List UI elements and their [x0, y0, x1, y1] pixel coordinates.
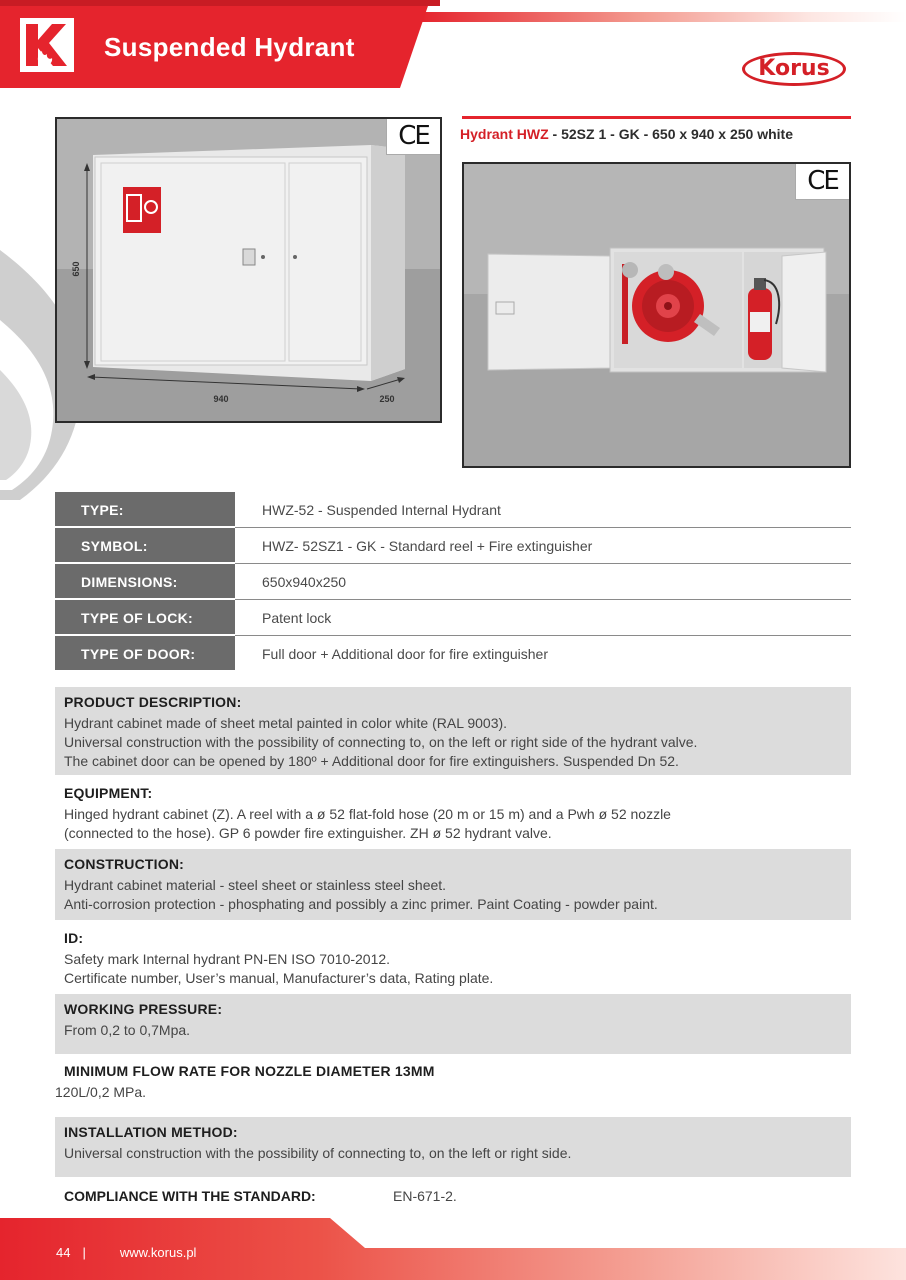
spec-value: HWZ- 52SZ1 - GK - Standard reel + Fire extinguisher: [235, 528, 851, 564]
section-installation-method: [55, 1117, 851, 1177]
header-top-edge: [0, 0, 440, 6]
spec-key: TYPE OF DOOR:: [55, 636, 235, 670]
spec-key: SYMBOL:: [55, 528, 235, 562]
section-heading: ID:: [64, 930, 84, 946]
footer-text: [56, 1245, 196, 1260]
page-title: Suspended Hydrant: [104, 32, 355, 62]
spec-value: Full door + Additional door for fire extinguisher: [262, 646, 548, 662]
section-minimum-flow-rate: [55, 1056, 851, 1114]
spec-key: TYPE:: [55, 492, 235, 526]
section-line: 120L/0,2 MPa.: [55, 1084, 147, 1100]
k-logo-icon: [20, 18, 74, 72]
open-cabinet-photo: [462, 162, 851, 468]
depth-dimension-label: 250: [379, 394, 395, 404]
section-line: Hinged hydrant cabinet (Z). A reel with a ø 52 flat-fold hose (20 m or 15 m) and a Pwh ø 52 nozzle: [64, 806, 671, 822]
section-id: [55, 923, 851, 993]
section-heading: MINIMUM FLOW RATE FOR NOZZLE DIAMETER 13MM: [64, 1063, 435, 1079]
section-line: The cabinet door can be opened by 180º + Additional door for fire extinguishers. Suspended Dn 52.: [64, 753, 679, 769]
product-name-highlight: Hydrant HWZ: [460, 126, 549, 142]
section-line: Universal construction with the possibility of connecting to, on the left or right side.: [64, 1145, 572, 1161]
spec-key: DIMENSIONS:: [55, 564, 235, 598]
spec-key: TYPE OF LOCK:: [55, 600, 235, 634]
section-line: From 0,2 to 0,7Mpa.: [64, 1022, 191, 1038]
ce-mark-icon: CE: [795, 164, 849, 200]
korus-logo-text: Korus: [758, 56, 830, 81]
section-construction: [55, 849, 851, 920]
ce-mark-icon: CE: [386, 119, 440, 155]
spec-table: [55, 492, 851, 672]
section-heading: WORKING PRESSURE:: [64, 1001, 223, 1017]
spec-row-door: [55, 636, 851, 672]
section-line: Anti-corrosion protection - phosphating and possibly a zinc primer. Paint Coating - powder paint.: [64, 896, 658, 912]
width-dimension-label: 940: [213, 394, 229, 404]
spec-value: HWZ-52 - Suspended Internal Hydrant: [235, 492, 851, 528]
section-line: Universal construction with the possibility of connecting to, on the left or right side of the hydrant valve.: [64, 734, 698, 750]
section-equipment: [55, 778, 851, 848]
section-compliance: [64, 1188, 457, 1204]
footer-separator: |: [82, 1245, 86, 1260]
section-line: Hydrant cabinet made of sheet metal painted in color white (RAL 9003).: [64, 715, 508, 731]
compliance-value: EN-671-2.: [393, 1188, 457, 1204]
spec-value: 650x940x250: [235, 564, 851, 600]
spec-value: Patent lock: [235, 600, 851, 636]
header-gradient-stripe: [420, 12, 906, 22]
korus-logo: [742, 50, 848, 90]
compliance-label: COMPLIANCE WITH THE STANDARD:: [64, 1188, 316, 1204]
section-line: Safety mark Internal hydrant PN-EN ISO 7010-2012.: [64, 951, 391, 967]
product-name-spec: - 52SZ 1 - GK - 650 x 940 x 250 white: [548, 126, 794, 142]
page-number: 44: [56, 1245, 71, 1260]
spec-row-lock: [55, 600, 851, 636]
product-title: [460, 126, 793, 142]
website-link[interactable]: www.korus.pl: [119, 1245, 197, 1260]
cabinet-dimension-photo: [55, 117, 442, 423]
section-product-description: [55, 687, 851, 775]
product-title-rule: [462, 116, 851, 119]
section-line: Certificate number, User’s manual, Manufacturer’s data, Rating plate.: [64, 970, 494, 986]
section-heading: EQUIPMENT:: [64, 785, 153, 801]
section-line: (connected to the hose). GP 6 powder fire extinguisher. ZH ø 52 hydrant valve.: [64, 825, 552, 841]
section-working-pressure: [55, 994, 851, 1054]
section-heading: INSTALLATION METHOD:: [64, 1124, 238, 1140]
section-heading: CONSTRUCTION:: [64, 856, 185, 872]
spec-row-type: [55, 492, 851, 528]
section-heading: PRODUCT DESCRIPTION:: [64, 694, 242, 710]
height-dimension-label: 650: [71, 261, 81, 277]
section-line: Hydrant cabinet material - steel sheet or stainless steel sheet.: [64, 877, 447, 893]
spec-row-symbol: [55, 528, 851, 564]
spec-row-dimensions: [55, 564, 851, 600]
